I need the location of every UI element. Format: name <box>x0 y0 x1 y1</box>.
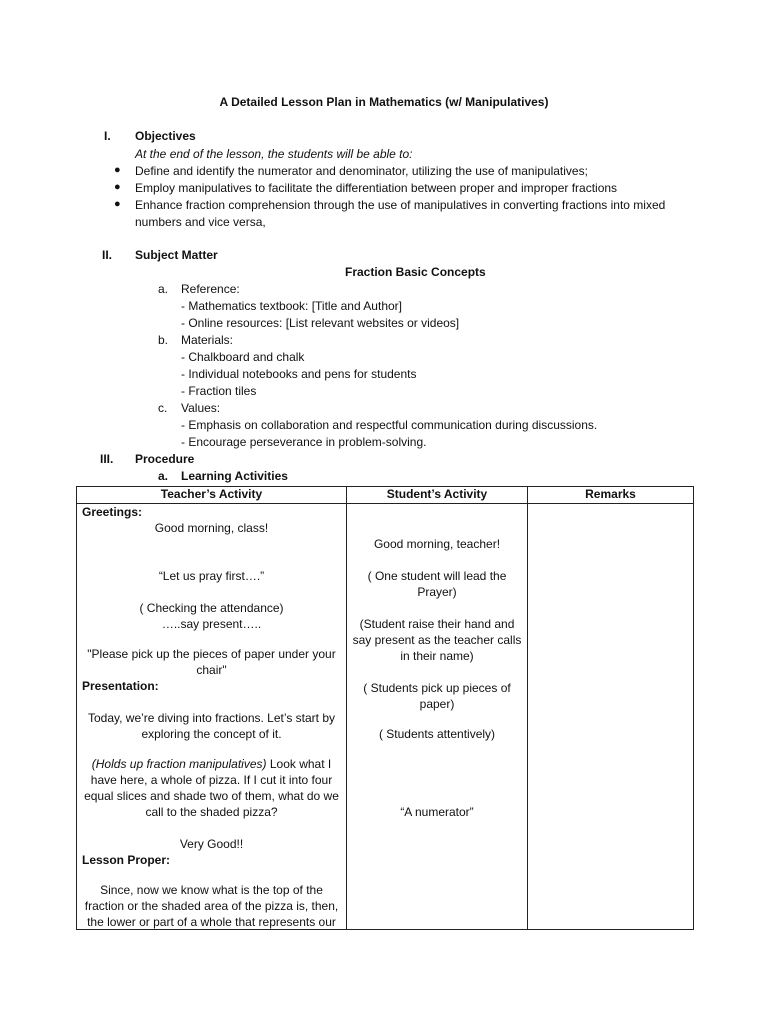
table-text-line <box>347 536 527 552</box>
objective-item-continued: numbers and vice versa, <box>135 215 266 229</box>
table-text-line <box>77 646 346 662</box>
table-text: have here, a whole of pizza. If I cut it into four <box>90 773 333 787</box>
table-row <box>77 504 694 930</box>
bullet-dot: ● <box>114 181 121 193</box>
bullet-dot: ● <box>114 198 121 210</box>
table-text: ( Students pick up pieces of <box>363 681 511 695</box>
section-item: - Mathematics textbook: [Title and Author] <box>181 299 402 313</box>
table-text: ( Checking the attendance) <box>139 601 284 615</box>
table-text: ( Students attentively) <box>378 727 496 741</box>
table-text-line <box>77 616 346 632</box>
table-text-line <box>77 772 346 788</box>
table-text-line <box>77 756 346 772</box>
table-text-suffix: Look what I <box>266 757 332 771</box>
table-text: the lower or part of a whole that represents our <box>87 915 336 929</box>
table-text-line <box>347 632 527 648</box>
section-item: - Chalkboard and chalk <box>181 350 305 364</box>
table-text: "Please pick up the pieces of paper under your <box>87 647 336 661</box>
table-text: Very Good!! <box>179 837 244 851</box>
table-text: Greetings: <box>82 505 143 519</box>
table-text: say present as the teacher calls <box>352 633 522 647</box>
table-text-line <box>77 710 346 726</box>
table-text-line <box>77 836 346 852</box>
table-text-line <box>77 882 346 898</box>
table-text: Good morning, teacher! <box>373 537 501 551</box>
section-label: Values: <box>181 401 221 415</box>
table-text: fraction or the shaded area of the pizza is, then, <box>84 899 339 913</box>
header-remarks: Remarks <box>528 487 694 504</box>
table-text-line <box>77 788 346 804</box>
section-item: - Individual notebooks and pens for students <box>181 367 417 381</box>
section-letter: a. <box>158 282 169 296</box>
table-text-line <box>347 616 527 632</box>
table-text-line <box>347 648 527 664</box>
procedure-sub-heading: Learning Activities <box>181 469 288 483</box>
table-text: Good morning, class! <box>154 521 269 535</box>
document-title: A Detailed Lesson Plan in Mathematics (w/ Manipulatives) <box>219 95 549 109</box>
objective-item: Enhance fraction comprehension through the use of manipulatives in converting fractions into mixed <box>135 198 666 212</box>
table-text-line <box>77 804 346 820</box>
table-text: (Holds up fraction manipulatives) <box>91 757 267 771</box>
table-text: equal slices and shade two of them, what do we <box>84 789 339 803</box>
objective-item: Define and identify the numerator and denominator, utilizing the use of manipulatives; <box>135 164 588 178</box>
table-text-line <box>77 914 346 929</box>
table-text-line <box>77 726 346 742</box>
table-text-line <box>347 804 527 820</box>
table-text-line <box>77 600 346 616</box>
header-teacher-activity: Teacher’s Activity <box>77 487 347 504</box>
section-label: Reference: <box>181 282 240 296</box>
subject-number: II. <box>102 248 113 262</box>
table-text-line <box>77 662 346 678</box>
table-text: in their name) <box>400 649 474 663</box>
table-section-label <box>82 852 346 868</box>
remarks-cell <box>528 504 694 930</box>
procedure-sub-letter: a. <box>158 469 169 483</box>
teacher-activity-cell <box>77 504 347 930</box>
section-item: - Encourage perseverance in problem-solving. <box>181 435 427 449</box>
table-text: exploring the concept of it. <box>141 727 282 741</box>
section-item: - Emphasis on collaboration and respectful communication during discussions. <box>181 418 598 432</box>
objectives-number: I. <box>104 129 111 143</box>
table-text-line <box>347 584 527 600</box>
table-text-line <box>347 696 527 712</box>
table-text: “Let us pray first….” <box>158 569 265 583</box>
objectives-heading: Objectives <box>135 129 196 143</box>
table-section-label <box>82 678 346 694</box>
table-text: paper) <box>419 697 455 711</box>
table-text-line <box>347 680 527 696</box>
student-activity-cell <box>347 504 528 930</box>
table-text: “A numerator” <box>400 805 474 819</box>
table-text: Today, we’re diving into fractions. Let’s start by <box>87 711 335 725</box>
table-text-line <box>347 726 527 742</box>
table-text: Prayer) <box>417 585 457 599</box>
header-student-activity: Student’s Activity <box>347 487 528 504</box>
table-text-line <box>77 898 346 914</box>
table-text: Presentation: <box>82 679 159 693</box>
bullet-dot: ● <box>114 164 121 176</box>
learning-activities-table <box>76 486 694 930</box>
objective-item: Employ manipulatives to facilitate the differentiation between proper and improper fractions <box>135 181 618 195</box>
subject-heading: Subject Matter <box>135 248 218 262</box>
objectives-intro: At the end of the lesson, the students will be able to: <box>135 147 413 161</box>
table-text: …..say present….. <box>161 617 262 631</box>
section-letter: c. <box>158 401 168 415</box>
section-item: - Fraction tiles <box>181 384 257 398</box>
table-text: Since, now we know what is the top of the <box>100 883 323 897</box>
table-text: (Student raise their hand and <box>359 617 515 631</box>
procedure-heading: Procedure <box>135 452 195 466</box>
table-section-label <box>82 504 346 520</box>
section-label: Materials: <box>181 333 234 347</box>
table-text: ( One student will lead the <box>367 569 507 583</box>
section-item: - Online resources: [List relevant websites or videos] <box>181 316 460 330</box>
table-text-line <box>77 520 346 536</box>
section-letter: b. <box>158 333 169 347</box>
table-header-row <box>77 487 694 504</box>
subject-topic: Fraction Basic Concepts <box>345 265 486 279</box>
table-text: call to the shaded pizza? <box>145 805 278 819</box>
table-text: Lesson Proper: <box>82 853 171 867</box>
table-text-line <box>347 568 527 584</box>
procedure-number: III. <box>100 452 114 466</box>
table-text: chair" <box>196 663 227 677</box>
table-text-line <box>77 568 346 584</box>
